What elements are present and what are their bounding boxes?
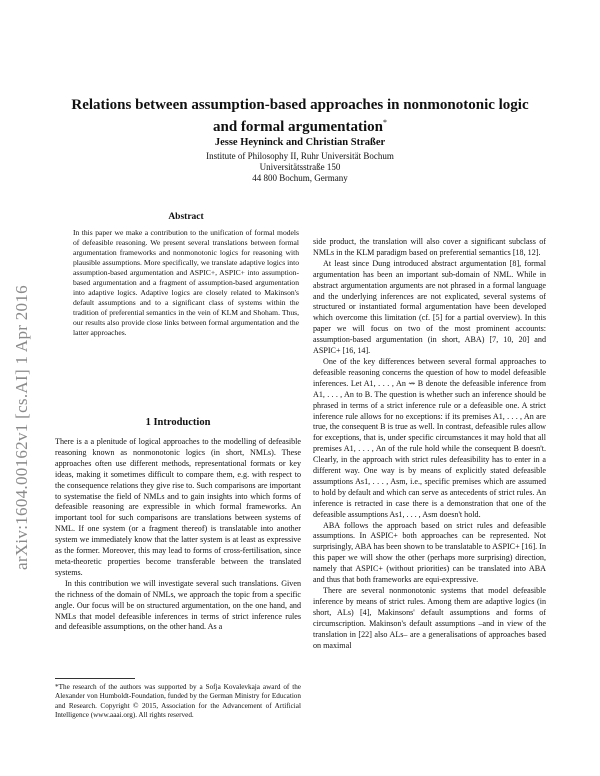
- arxiv-identifier: arXiv:1604.00162v1 [cs.AI] 1 Apr 2016: [12, 285, 31, 570]
- left-column: [55, 437, 301, 633]
- abstract-heading: Abstract: [168, 212, 204, 222]
- paragraph: In this contribution we will investigate several such translations. Given the richness of the domain of NMLs, we approach the topic from a specific angle. Our focus will be on structured argumentation, on the one hand, and NMLs that model defeasible inferences in terms of strict inference rules and defeasible assumptions, on the other hand. As a: [55, 578, 301, 632]
- right-column: [313, 237, 546, 651]
- affiliation-line: 44 800 Bochum, Germany: [252, 173, 348, 183]
- title-text: Relations between assumption-based approaches in nonmonotonic logic and formal argumentation: [71, 97, 529, 135]
- paragraph: At least since Dung introduced abstract argumentation [8], formal argumentation has been an important sub-domain of NML. While in abstract argumentation arguments are not phrased in a formal language and the underlying inferences are not explicated, several systems of structured or instantiated formal argumentation have been developed which overcome this limitation (cf. [5] for a partial overview). In this paper we will focus on two of the most prominent accounts: assumption-based argumentation (in short, ABA) [7, 10, 20] and ASPIC+ [16, 14].: [313, 258, 546, 356]
- affiliation-line: Universitätsstraße 150: [259, 162, 341, 172]
- paragraph: There is a a plenitude of logical approaches to the modelling of defeasible reasoning known as nonmonotonic logics (in short, NMLs). These approaches often use different methods, representational formats or key ideas, making it sometimes difficult to compare them, e.g. with respect to the consequence relations they give rise to. Such comparisons are important to systematise the field of NMLs and to gain insights into which forms of defeasible reasoning are expressible in which formal frameworks. An important tool for such comparisons are translations between systems of NML. If one system (or a fragment thereof) is translatable into another system we immediately know that the latter system is at least as expressive as the former. Moreover, this may lead to forms of cross-fertilisation, since meta-theoretic properties become transferable between the translated systems.: [55, 437, 301, 577]
- paragraph: There are several nonmonotonic systems that model defeasible inference by means of strict rules. Among them are adaptive logics (in short, ALs) [4], Makinsons' default assumptions and forms of circumscription. Makinson's default assumptions –and in view of the translation in [22] also ALs– are a generalisations of approaches based on maximal: [313, 586, 546, 650]
- paragraph: One of the key differences between several formal approaches to defeasible reasoning concerns the question of how to model defeasible inferences. Let A1, . . . , An ⇝ B denote the defeasible inference from A1, . . . , An to B. The question is whether such an inference should be phrased in terms of a strict inference rule or a defeasible one. A strict inference rule allows for no exceptions: if its premises A1, . . . , An are true, the consequent B is true as well. In contrast, defeasible rules allow for exceptions, that is, under specific circumstances it may hold that all premises A1, . . . , An of the rule hold while the consequent B doesn't. Clearly, in the approach with strict rules defeasibility has to enter in a different way. One way is by means of explicitly stated defeasible assumptions As1, . . . , Asm, i.e., specific premises which are assumed to hold by default and which can serve as antecedents of strict rules. An inference is retracted in case there is a demonstration that one of the defeasible assumptions As1, . . . , Asm doesn't hold.: [313, 356, 546, 519]
- paragraph: ABA follows the approach based on strict rules and defeasible assumptions. In ASPIC+ both approaches can be represented. Not surprisingly, ABA has been shown to be translatable to ASPIC+ [16]. In this paper we will show the other (perhaps more surprising) direction, namely that ASPIC+ (without priorities) can be translated into ABA and thus that both frameworks are equi-expressive.: [313, 520, 546, 585]
- paper-title: [70, 96, 530, 136]
- affiliation: [100, 151, 500, 184]
- paragraph: side product, the translation will also cover a significant subclass of NMLs in the KLM paradigm based on preferential semantics [18, 12].: [313, 237, 546, 257]
- footnote: *The research of the authors was supported by a Sofja Kovalevkaja award of the Alexander von Humboldt-Foundation, funded by the German Ministry for Education and Research. Copyright © 2015, Association for the Advancement of Artificial Intelligence (www.aaai.org). All rights reserved.: [55, 683, 301, 720]
- section-heading: 1 Introduction: [145, 417, 211, 428]
- footnote-rule: [55, 678, 135, 679]
- abstract-body: In this paper we make a contribution to the unification of formal models of defeasible reasoning. We present several translations between formal argumentation frameworks and nonmonotonic logics for reasoning with plausible assumptions. More specifically, we translate adaptive logics into assumption-based argumentation and ASPIC+, ASPIC+ into assumption-based argumentation and a fragment of assumption-based argumentation into adaptive logics. Adaptive logics are closely related to Makinson's default assumptions and to a significant class of systems within the tradition of preferential semantics in the vein of KLM and Shoham. Thus, our results also provide close links between formal argumentation and the latter approaches.: [73, 228, 299, 337]
- authors: Jesse Heyninck and Christian Straßer: [214, 137, 386, 148]
- title-footnote-mark: *: [383, 118, 387, 127]
- affiliation-line: Institute of Philosophy II, Ruhr Universität Bochum: [206, 151, 394, 161]
